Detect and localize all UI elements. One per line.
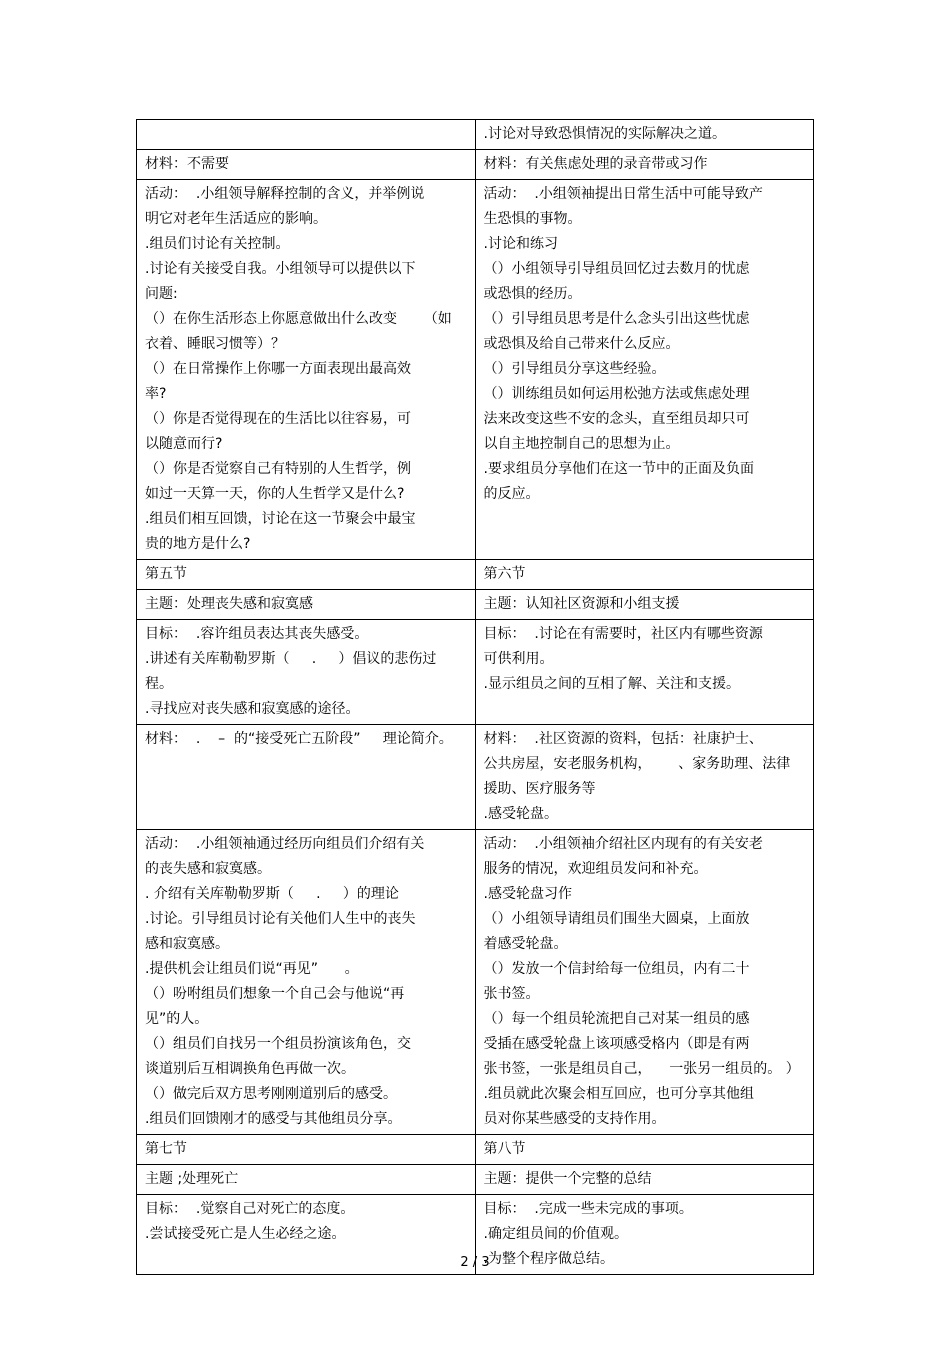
cell-text-line: 谈道别后互相调换角色再做一次。 (145, 1061, 355, 1077)
cell-text-line: 第八节 (483, 1141, 526, 1157)
cell-text-line: 活动： .小组领袖提出日常生活中可能导致产 (483, 186, 763, 202)
cell-text-line: 或恐惧及给自己带来什么反应。 (483, 336, 680, 352)
cell-text-line: （）小组领导请组员们围坐大圆桌，上面放 (483, 911, 750, 927)
cell-text-line: 张书签，一张是组员自己， 一张另一组员的。 ） (483, 1061, 800, 1077)
cell-text-line: 主题 ;处理死亡 (145, 1171, 239, 1187)
cell-text-line: 问题: (145, 286, 178, 302)
cell-text-line: （）做完后双方思考刚刚道别后的感受。 (145, 1086, 397, 1102)
cell-text-line: 明它对老年生活适应的影响。 (145, 211, 327, 227)
cell-text-line: 受插在感受轮盘上该项感受格内（即是有两 (483, 1036, 750, 1052)
table-row (137, 620, 814, 725)
cell-left (137, 725, 476, 830)
cell-text-line: 服务的情况，欢迎组员发问和补充。 (483, 861, 708, 877)
cell-text-line: .尝试接受死亡是人生必经之途。 (145, 1226, 346, 1242)
cell-left (137, 180, 476, 560)
cell-text-line: （）在日常操作上你哪一方面表现出最高效 (145, 361, 411, 377)
cell-text-line: （）你是否觉得现在的生活比以往容易，可 (145, 411, 411, 427)
cell-text-line: .讨论对导致恐惧情况的实际解决之道。 (483, 126, 726, 142)
cell-text-line: 材料： .社区资源的资料，包括：社康护士、 (483, 731, 763, 747)
cell-text-line: 第五节 (145, 566, 187, 582)
cell-left (137, 590, 476, 620)
cell-text-line: 主题：处理丧失感和寂寞感 (145, 596, 313, 612)
cell-text-line: .讨论和练习 (483, 236, 558, 252)
cell-text-line: 如过一天算一天，你的人生哲学又是什么? (145, 486, 405, 502)
table-row (137, 150, 814, 180)
cell-text-line: 的丧失感和寂寞感。 (145, 861, 271, 877)
cell-text-line: （）每一个组员轮流把自己对某一组员的感 (483, 1011, 750, 1027)
cell-right (475, 725, 814, 830)
cell-right (475, 1135, 814, 1165)
cell-text-line: .组员们相互回馈，讨论在这一节聚会中最宝 (145, 511, 416, 527)
cell-text-line: （）训练组员如何运用松弛方法或焦虑处理 (483, 386, 750, 402)
cell-right (475, 120, 814, 150)
cell-text-line: 或恐惧的经历。 (483, 286, 582, 302)
session-plan-table (136, 119, 814, 1275)
cell-text-line: 第七节 (145, 1141, 187, 1157)
table-row (137, 830, 814, 1135)
cell-text-line: .讲述有关库勒勒罗斯（ . ）倡议的悲伤过 (145, 651, 437, 667)
cell-text-line: 活动： .小组领导解释控制的含义，并举例说 (145, 186, 425, 202)
cell-text-line: . 介绍有关库勒勒罗斯（ . ）的理论 (145, 886, 399, 902)
cell-text-line: （）组员们自找另一个组员扮演该角色，交 (145, 1036, 411, 1052)
cell-right (475, 150, 814, 180)
cell-text-line: .组员们回馈刚才的感受与其他组员分享。 (145, 1111, 402, 1127)
cell-right (475, 590, 814, 620)
cell-text-line: 着感受轮盘。 (483, 936, 568, 952)
cell-text-line: （）你是否觉察自己有特别的人生哲学，例 (145, 461, 411, 477)
cell-text-line: 公共房屋，安老服务机构， 、家务助理、法律 (483, 756, 791, 772)
table-row (137, 1135, 814, 1165)
table-body (137, 120, 814, 1275)
cell-text-line: 活动： .小组领袖介绍社区内现有的有关安老 (483, 836, 763, 852)
cell-text-line: .组员就此次聚会相互回应，也可分享其他组 (483, 1086, 754, 1102)
cell-right (475, 830, 814, 1135)
cell-text-line: 材料：有关焦虑处理的录音带或习作 (483, 156, 708, 172)
cell-text-line: 以随意而行? (145, 436, 223, 452)
cell-text-line: 率? (145, 386, 167, 402)
cell-text-line: 主题：认知社区资源和小组支援 (483, 596, 680, 612)
table-row (137, 1165, 814, 1195)
cell-text-line: .寻找应对丧失感和寂寞感的途径。 (145, 701, 360, 717)
cell-left (137, 560, 476, 590)
cell-text-line: （）引导组员分享这些经验。 (483, 361, 666, 377)
cell-text-line: 目标： .讨论在有需要时，社区内有哪些资源 (483, 626, 763, 642)
cell-left (137, 1165, 476, 1195)
cell-text-line: 贵的地方是什么? (145, 536, 251, 552)
cell-right (475, 180, 814, 560)
cell-text-line: 材料： . – 的“接受死亡五阶段” 理论简介。 (145, 731, 453, 747)
cell-left (137, 150, 476, 180)
cell-text-line: .感受轮盘。 (483, 806, 558, 822)
cell-text-line: .提供机会让组员们说“再见” 。 (145, 961, 359, 977)
cell-text-line: .显示组员之间的互相了解、关注和支援。 (483, 676, 740, 692)
cell-text-line: 感和寂寞感。 (145, 936, 229, 952)
table-row (137, 120, 814, 150)
cell-text-line: .要求组员分享他们在这一节中的正面及负面 (483, 461, 754, 477)
cell-text-line: 员对你某些感受的支持作用。 (483, 1111, 666, 1127)
cell-text-line: 生恐惧的事物。 (483, 211, 582, 227)
cell-left (137, 120, 476, 150)
cell-text-line: 目标： .容许组员表达其丧失感受。 (145, 626, 369, 642)
table-row (137, 180, 814, 560)
cell-text-line: 程。 (145, 676, 173, 692)
cell-text-line: 目标： .觉察自己对死亡的态度。 (145, 1201, 355, 1217)
cell-text-line: .讨论。引导组员讨论有关他们人生中的丧失 (145, 911, 416, 927)
cell-text-line: （）小组领导引导组员回忆过去数月的忧虑 (483, 261, 750, 277)
cell-text-line: （）发放一个信封给每一位组员，内有二十 (483, 961, 750, 977)
cell-text-line: 张书签。 (483, 986, 540, 1002)
cell-text-line: 援助、医疗服务等 (483, 781, 596, 797)
cell-text-line: 的反应。 (483, 486, 540, 502)
cell-left (137, 620, 476, 725)
cell-text-line: .感受轮盘习作 (483, 886, 572, 902)
cell-text-line: 目标： .完成一些未完成的事项。 (483, 1201, 693, 1217)
cell-text-line: （）引导组员思考是什么念头引出这些忧虑 (483, 311, 750, 327)
cell-text-line: .讨论有关接受自我。小组领导可以提供以下 (145, 261, 416, 277)
cell-text-line: 第六节 (483, 566, 526, 582)
cell-text-line: 见”的人。 (145, 1011, 209, 1027)
cell-right (475, 560, 814, 590)
cell-text-line: 材料：不需要 (145, 156, 229, 172)
cell-text-line: 可供利用。 (483, 651, 554, 667)
cell-right (475, 620, 814, 725)
cell-text-line: 活动： .小组领袖通过经历向组员们介绍有关 (145, 836, 425, 852)
cell-text-line: 主题：提供一个完整的总结 (483, 1171, 652, 1187)
cell-text-line: .为整个程序做总结。 (483, 1251, 614, 1267)
cell-right (475, 1165, 814, 1195)
page-number: 2 / 3 (460, 1255, 490, 1270)
cell-text-line: 法来改变这些不安的念头，直至组员却只可 (483, 411, 750, 427)
cell-text-line: （）在你生活形态上你愿意做出什么改变 （如 (145, 311, 452, 327)
cell-text-line: .确定组员间的价值观。 (483, 1226, 628, 1242)
table-row (137, 725, 814, 830)
cell-left (137, 830, 476, 1135)
table-row (137, 560, 814, 590)
table-row (137, 590, 814, 620)
cell-text-line: 以自主地控制自己的思想为止。 (483, 436, 680, 452)
cell-text-line: 衣着、睡眠习惯等）？ (145, 336, 285, 352)
cell-text-line: .组员们讨论有关控制。 (145, 236, 290, 252)
cell-text-line: （）吩咐组员们想象一个自己会与他说“再 (145, 986, 405, 1002)
cell-left (137, 1135, 476, 1165)
